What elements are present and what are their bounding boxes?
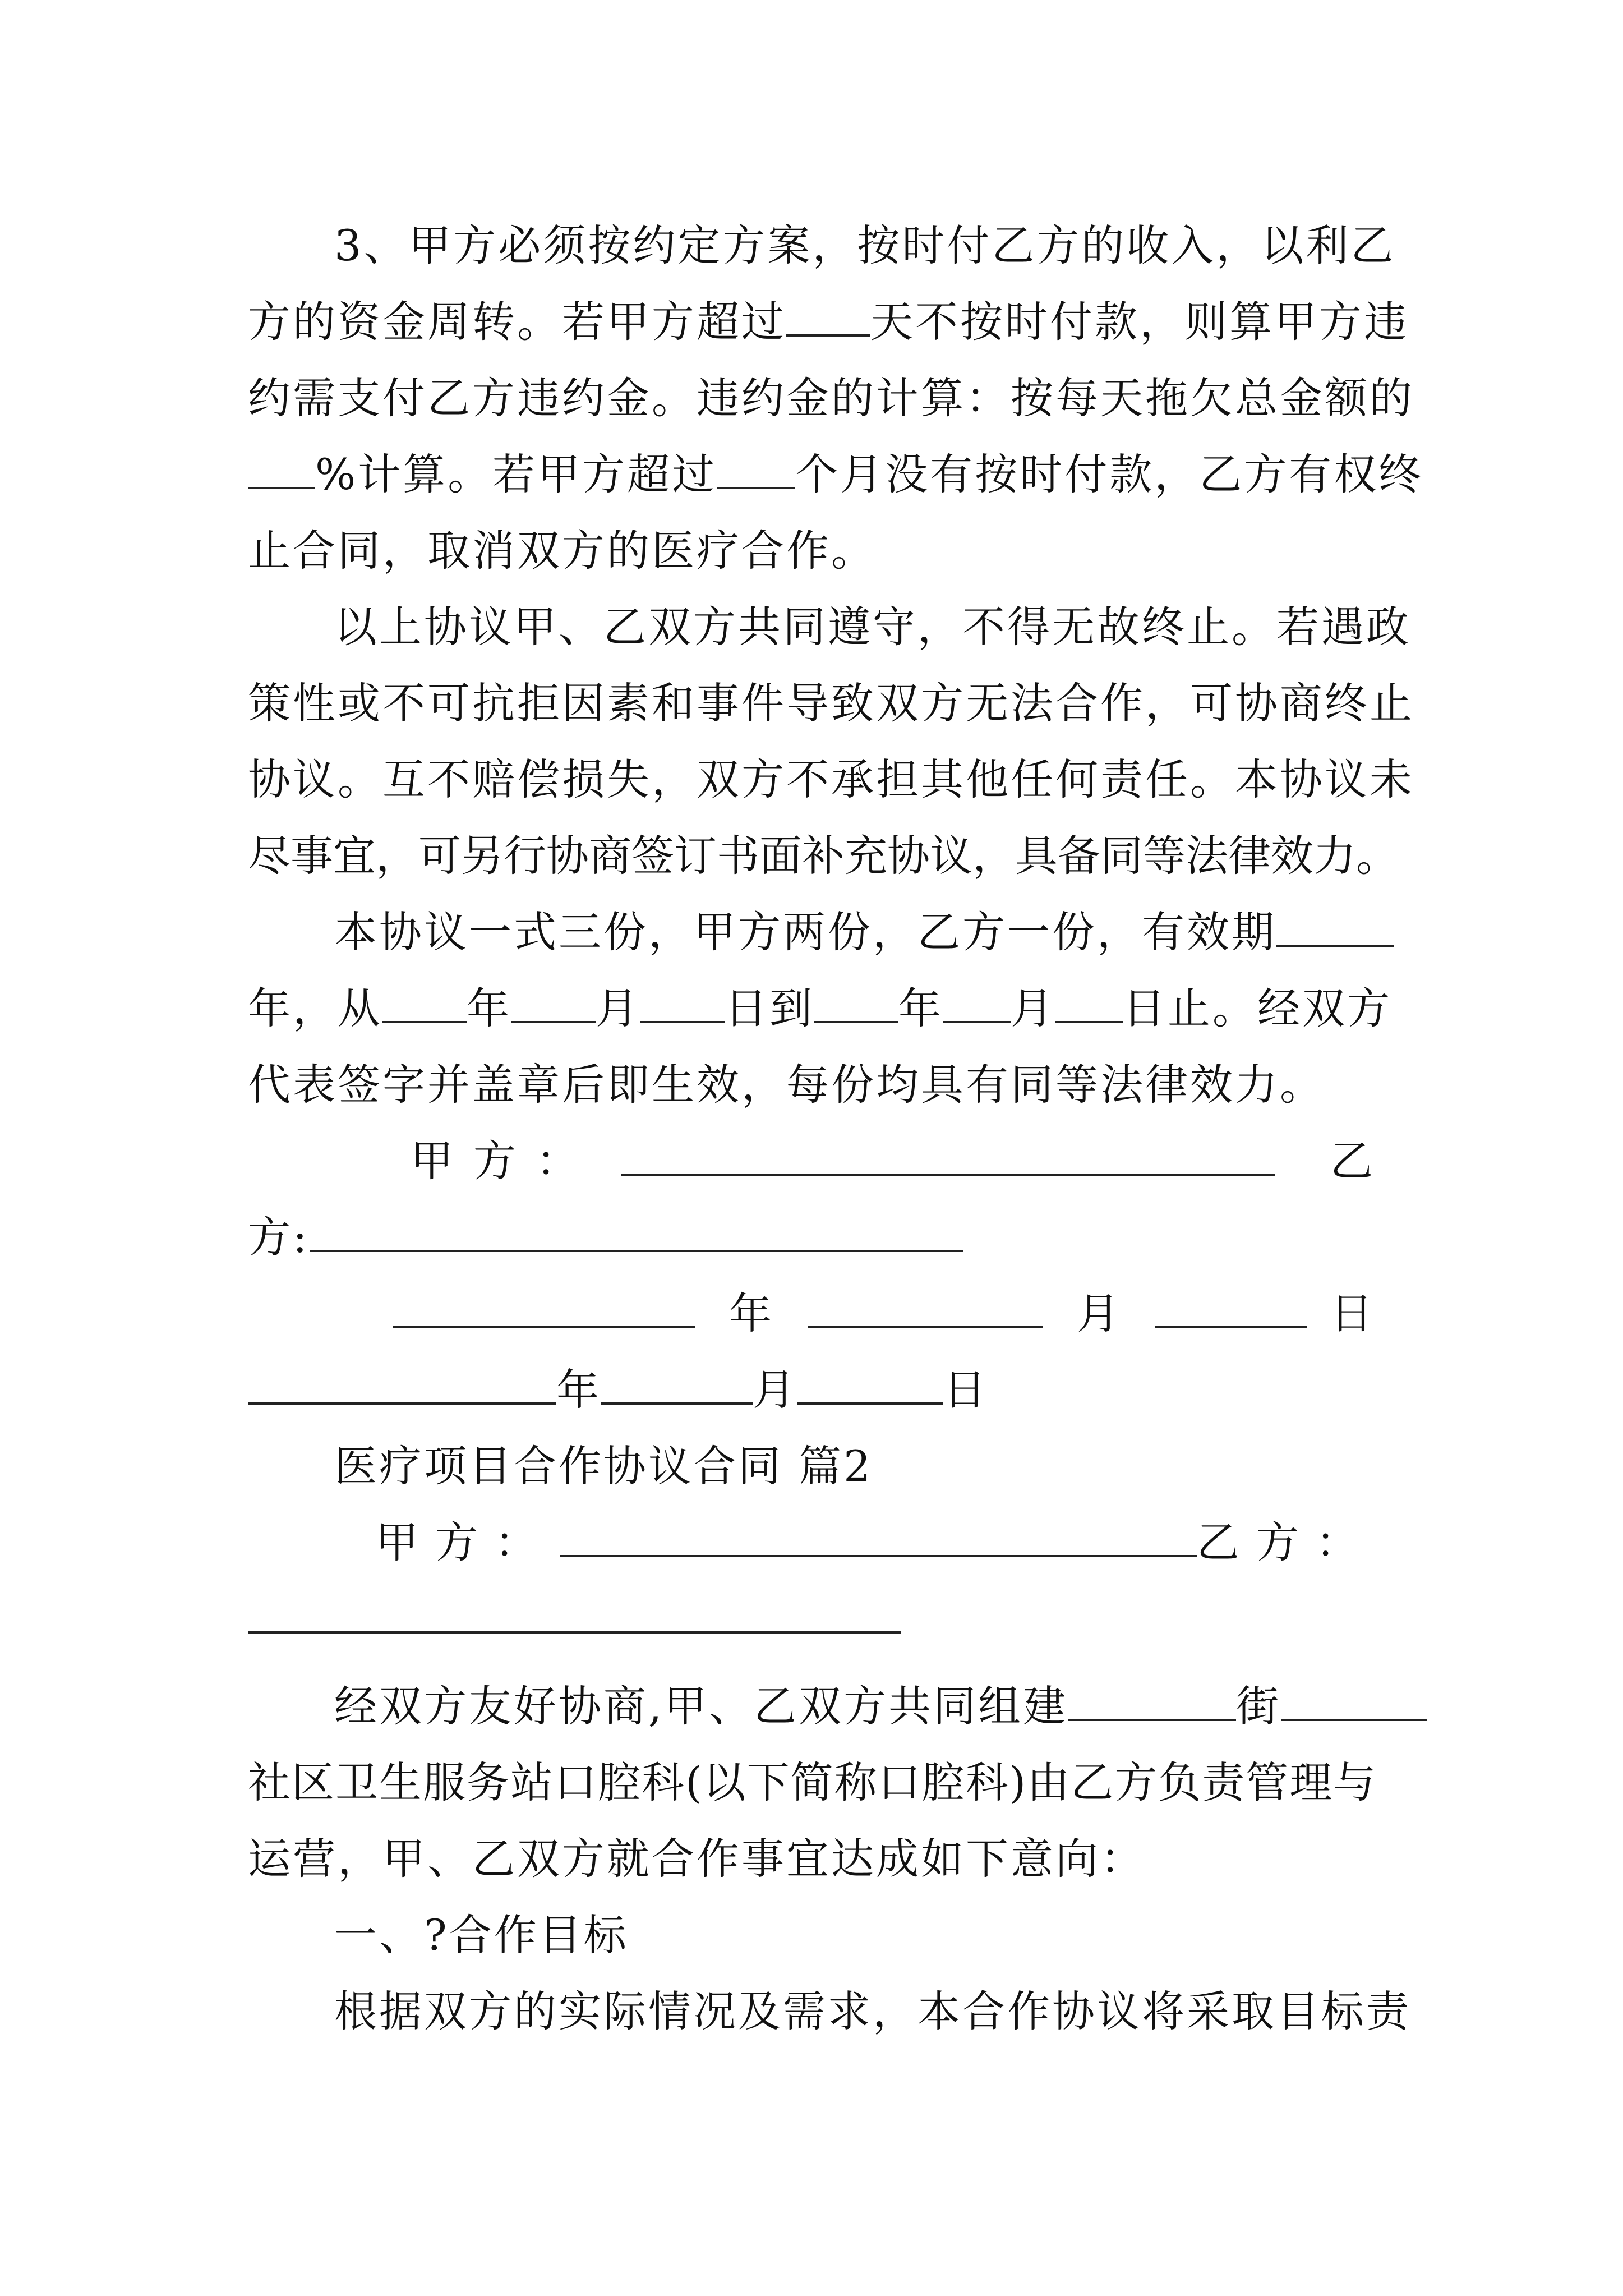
para4-line4 [248,818,1399,894]
para3-line2 [248,284,1409,360]
para5-line1 [248,894,1375,970]
text: %计算。若甲方超过 [315,449,717,499]
text: 日到 [725,983,814,1033]
blank-day [640,988,725,1023]
section2-item1 [248,1897,1375,1973]
para3-line5 [248,513,1375,589]
date2-year-line [248,1369,556,1405]
date-year-label: 年 [729,1289,774,1338]
signature-date-row-1 [248,1276,1375,1352]
text: 3、甲方必须按约定方案，按时付乙方的收入，以利乙 [334,220,1396,270]
section2-heading [248,1428,1375,1504]
date2-month-line [601,1369,753,1405]
text: 经双方友好协商,甲、乙双方共同组建 [334,1681,1068,1731]
blank-year [382,988,467,1023]
blank-months [717,454,795,489]
text: 策性或不可抗拒因素和事件导致双方无法合作，可协商终止 [248,678,1414,728]
date2-day-line [797,1369,943,1405]
text: 社区卫生服务站口腔科(以下简称口腔科)由乙方负责管理与 [248,1757,1377,1807]
text: 协议。互不赔偿损失，双方不承担其他任何责任。本协议未 [248,754,1414,804]
blank-day2 [1055,988,1123,1023]
section2-party-b-line-row [248,1581,1375,1657]
text: 月 [1011,983,1055,1033]
date-month-line [808,1292,1043,1328]
text: 本协议一式三份，甲方两份，乙方一份，有效期 [334,907,1276,957]
blank-month [511,988,596,1023]
text: 日止。经双方 [1123,983,1392,1033]
para3-line1 [248,208,1396,284]
para4-line1 [248,589,1411,665]
section2-party-a-label: 甲方： [376,1517,554,1567]
signature-party-a-row [248,1123,1375,1199]
blank-street [1068,1686,1236,1721]
party-b-label-part1: 乙 [1330,1136,1375,1186]
para5-line3 [248,1047,1375,1123]
text: 方的资金周转。若甲方超过 [248,297,786,347]
para4-line3 [248,742,1414,818]
party-b-label-part2: 方: [248,1212,310,1262]
party-a-signature-line [621,1140,1275,1176]
para3-line3 [248,360,1414,436]
text: 月 [596,983,640,1033]
section2-intro-line1 [248,1668,1375,1745]
heading-text: 医疗项目合作协议合同 篇2 [334,1441,873,1491]
blank-community [1281,1686,1427,1721]
blank-year2 [814,988,898,1023]
party-a-label: 甲方： [411,1136,599,1186]
text: 运营，甲、乙双方就合作事宜达成如下意向： [248,1834,1145,1884]
text: 代表签字并盖章后即生效，每份均具有同等法律效力。 [248,1060,1325,1110]
text: 止合同，取消双方的医疗合作。 [248,526,876,576]
para3-line4 [248,436,1424,513]
section2-parties-row [248,1504,1375,1581]
spacer [248,1657,1375,1668]
section2-party-a-line [560,1521,1197,1557]
text: 年 [467,983,511,1033]
blank-percent [248,454,315,489]
text: 尽事宜，可另行协商签订书面补充协议，具备同等法律效力。 [248,831,1399,881]
text: 一、?合作目标 [334,1910,629,1960]
text: 约需支付乙方违约金。违约金的计算：按每天拖欠总金额的 [248,373,1414,423]
text: 年 [898,983,943,1033]
blank-validity [1276,912,1394,947]
section2-party-b-label: 乙方： [1197,1517,1375,1567]
date2-year-label: 年 [556,1365,601,1415]
text: 天不按时付款，则算甲方违 [870,297,1409,347]
document-body [248,208,1424,2050]
date2-day-label: 日 [943,1365,988,1415]
signature-date-row-2 [248,1352,1375,1428]
text: 个月没有按时付款，乙方有权终 [795,449,1424,499]
date-month-label: 月 [1077,1289,1122,1338]
blank-days [786,302,870,337]
party-b-signature-line [310,1216,963,1252]
blank-month2 [943,988,1011,1023]
section2-intro-line2 [248,1745,1375,1821]
date-year-line [393,1292,695,1328]
para4-line2 [248,665,1414,742]
date-day-label: 日 [1330,1289,1375,1338]
section2-intro-line3 [248,1821,1375,1897]
para5-line2 [248,970,1392,1047]
section2-item1-text [248,1973,1411,2050]
text: 以上协议甲、乙双方共同遵守，不得无故终止。若遇政 [334,602,1411,652]
signature-party-b-row [248,1199,1375,1276]
date2-month-label: 月 [753,1365,797,1415]
text: 年，从 [248,983,382,1033]
text: 街 [1236,1681,1281,1731]
date-day-line [1155,1292,1307,1328]
section2-party-b-line [248,1598,901,1634]
text: 根据双方的实际情况及需求，本合作协议将采取目标责 [334,1986,1411,2036]
